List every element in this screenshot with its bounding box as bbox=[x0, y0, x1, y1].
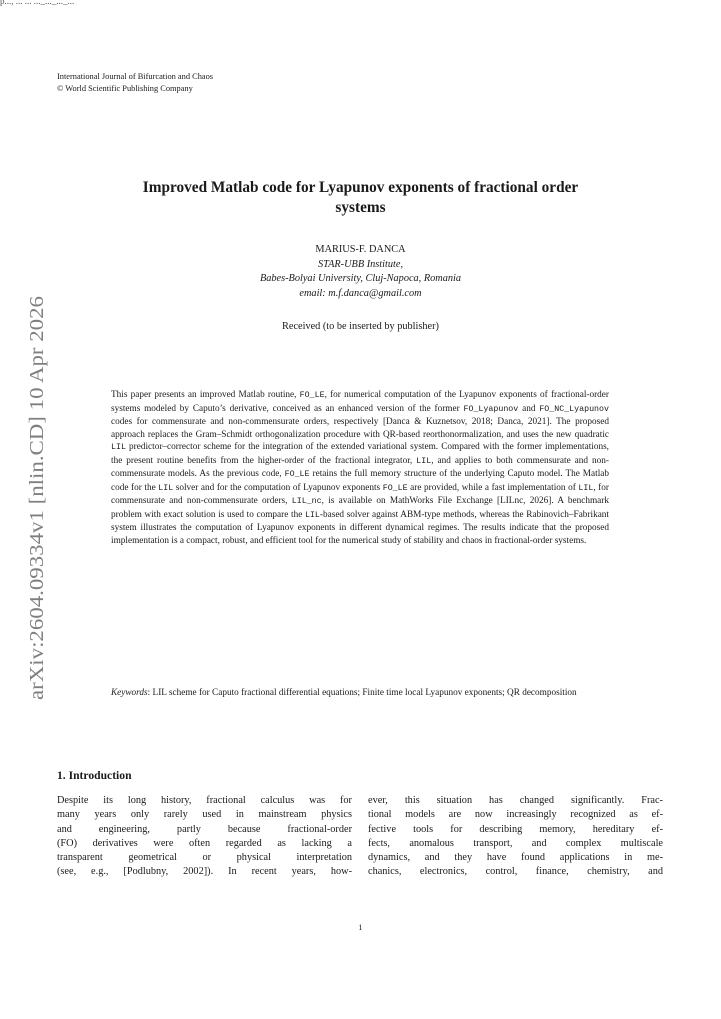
text-line: chanics, electronics, control, finance, chemistry, and bbox=[368, 866, 663, 878]
author-email[interactable]: email: m.f.danca@gmail.com bbox=[299, 287, 422, 299]
code-lil: LIL bbox=[111, 443, 126, 453]
code-lil: LIL bbox=[416, 456, 432, 466]
keywords-label: Keywords bbox=[111, 688, 148, 698]
abstract-paragraph: This paper presents an improved Matlab routine, FO_LE, for numerical computation of the Lyapunov exponents of fractional-order systems modeled by Caputo’s derivative, conceived as an enhanced version of the former FO_Lyapunov and FO_NC_Lyapunov codes for commensurate and non-commensurate orders, respectively [Danca & Kuznetsov, 2018; Danca, 2021]. The proposed approach replaces the Gram–Schmidt orthogonalization procedure with QR-based reorthonormalization, and uses the new quadratic LIL predictor–corrector scheme for the integration of the extended variational system. Compared with the former implementations, the present routine benefits from the higher-order of the fractional integrator, LIL, and applies to both commensurate and non-commensurate models. As the previous code, FO_LE retains the full memory structure of the underlying Caputo model. The Matlab code for the LIL solver and for the computation of Lyapunov exponents FO_LE are provided, while a fast implementation of LIL, for commensurate and non-commensurate orders, LIL_nc, is available on MathWorks File Exchange [LILnc, 2026]. A benchmark problem with exact solution is used to compare the LIL-based solver against ABM-type methods, whereas the Rabinovich–Fabrikant system illustrates the computation of Lyapunov exponents in different dynamical regimes. The results indicate that the proposed implementation is a compact, robust, and efficient tool for the numerical study of stability and chaos in fractional-order systems. bbox=[111, 390, 610, 547]
author-name: MARIUS-F. DANCA bbox=[315, 244, 406, 255]
arxiv-stamp-text: arXiv:2604.09334v1 [nlin.CD] 10 Apr 2026 bbox=[26, 337, 48, 700]
text-line: and engineering, partly because fractional-order bbox=[57, 823, 352, 835]
author-block bbox=[0, 243, 721, 301]
text-line: fects, anomalous transport, and complex multiscale bbox=[368, 837, 663, 849]
code-fo-le: FO_LE bbox=[382, 483, 408, 493]
author-affiliation-2: Babes-Bolyai University, Cluj-Napoca, Romania bbox=[259, 273, 462, 284]
journal-header bbox=[57, 71, 213, 95]
section-heading-introduction: 1. Introduction bbox=[57, 769, 132, 782]
text-line: tional models are now increasingly recognized as ef- bbox=[368, 809, 663, 821]
code-fo-nc-lyapunov: FO_NC_Lyapunov bbox=[539, 404, 609, 414]
text-line: ever, this situation has changed significantly. Frac- bbox=[368, 795, 663, 806]
title-line-1: Improved Matlab code for Lyapunov exponents of fractional order bbox=[142, 179, 579, 196]
publisher-line: © World Scientific Publishing Company bbox=[57, 84, 193, 93]
text-line: transparent geometrical or physical interpretation bbox=[57, 852, 352, 864]
text-line: many years only rarely used in mainstream physics bbox=[57, 809, 352, 821]
author-affiliation-1: STAR-UBB Institute, bbox=[317, 258, 404, 270]
text-line: (see, e.g., [Podlubny, 2002]). In recent years, how- bbox=[57, 866, 352, 878]
text-line: dynamics, and they have found applications in me- bbox=[368, 852, 663, 864]
intro-column-left bbox=[57, 794, 352, 880]
text-line: (FO) derivatives were often regarded as lacking a bbox=[57, 837, 352, 849]
code-lil: LIL bbox=[158, 483, 174, 493]
code-lil: LIL bbox=[304, 510, 320, 520]
code-fo-lyapunov: FO_Lyapunov bbox=[463, 404, 519, 414]
received-note: Received (to be inserted by publisher) bbox=[282, 321, 439, 332]
text-line: Despite its long history, fractional calculus was for bbox=[57, 795, 352, 806]
title-line-2: systems bbox=[335, 199, 386, 216]
keywords bbox=[111, 687, 609, 700]
arxiv-stamp[interactable] bbox=[16, 292, 64, 702]
code-lil-nc: LIL_nc bbox=[291, 497, 322, 507]
paper-title bbox=[40, 178, 681, 218]
code-fo-le: FO_LE bbox=[284, 470, 310, 480]
abstract bbox=[111, 389, 609, 548]
intro-column-right bbox=[368, 794, 663, 880]
page-number: 1 bbox=[358, 923, 363, 932]
code-lil: LIL bbox=[578, 483, 594, 493]
text-line: fective tools for describing memory, hereditary ef- bbox=[368, 823, 663, 835]
code-fo-le: FO_LE bbox=[299, 391, 325, 400]
journal-name: International Journal of Bifurcation and Chaos bbox=[57, 72, 214, 81]
keywords-text: : LIL scheme for Caputo fractional differential equations; Finite time local Lyapunov exponents; QR decomposition bbox=[147, 688, 577, 698]
top-left-residual-text: p..., ... ... ..._..._..._... bbox=[0, 0, 75, 6]
